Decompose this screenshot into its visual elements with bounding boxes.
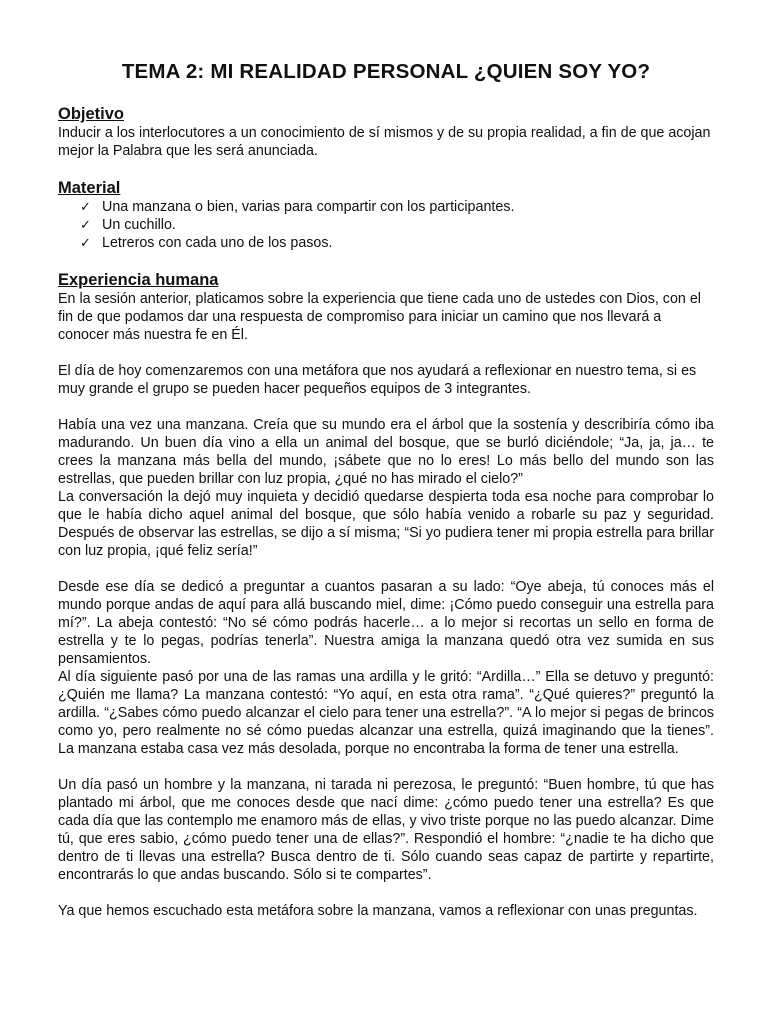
section-heading-experiencia: Experiencia humana [58, 271, 219, 289]
paragraph: Un día pasó un hombre y la manzana, ni tarada ni perezosa, le preguntó: “Buen hombre, tú que has plantado mi árbol, que me conoces desde que nací dime: ¿cómo puedo tener una estrella? Es que cada día que las contemplo me enamoro más de ellas, y vivo triste porque no las puedo alcanzar. Dime tú, que eres sabio, ¿cómo puedo tener una de ellas?”. Respondió el hombre: “¿nadie te ha dicho que dentro de ti llevas una estrella? Busca dentro de ti. Sólo cuando seas capaz de partirte y repartirte, encontrarás lo que andas buscando. Sólo si te compartes”. [58, 777, 714, 883]
section-heading-objetivo: Objetivo [58, 105, 125, 123]
list-item [80, 234, 714, 252]
paragraph: La conversación la dejó muy inquieta y decidió quedarse despierta toda esa noche para comprobar lo que le había dicho aquel animal del bosque, que sólo había venido a robarle su paz y seguridad. Después de observar las estrellas, se dijo a sí misma; “Si yo pudiera tener mi propia estrella para brillar con luz propia, ¡qué feliz sería!” [58, 489, 714, 559]
objetivo-text: Inducir a los interlocutores a un conocimiento de sí mismos y de su propia realidad, a fin de que acojan mejor la Palabra que les será anunciada. [58, 125, 711, 159]
paragraph: Desde ese día se dedicó a preguntar a cuantos pasaran a su lado: “Oye abeja, tú conoces más el mundo porque andas de aquí para allá buscando miel, dime: ¡Cómo puedo conseguir una estrella para mí?”. La abeja contestó: “No sé cómo podrás hacerle… a lo mejor si recortas un sello en forma de estrella y te lo pegas, podrías tenerla”. Nuestra amiga la manzana quedó otra vez sumida en sus pensamientos. [58, 579, 714, 667]
material-item-text: Un cuchillo. [102, 217, 176, 233]
check-icon: ✓ [80, 235, 91, 250]
paragraph: Ya que hemos escuchado esta metáfora sobre la manzana, vamos a reflexionar con unas preguntas. [58, 903, 698, 919]
check-icon: ✓ [80, 199, 91, 214]
paragraph: En la sesión anterior, platicamos sobre la experiencia que tiene cada uno de ustedes con Dios, con el fin de que podamos dar una respuesta de compromiso para iniciar un camino que nos llevará a conocer más nuestra fe en Él. [58, 291, 701, 343]
list-item [80, 198, 714, 216]
material-item-text: Letreros con cada uno de los pasos. [102, 235, 333, 251]
material-list [58, 198, 714, 252]
material-item-text: Una manzana o bien, varias para compartir con los participantes. [102, 199, 515, 215]
paragraph: Al día siguiente pasó por una de las ramas una ardilla y le gritó: “Ardilla…” Ella se detuvo y preguntó: ¿Quién me llama? La manzana contestó: “Yo aquí, en esta otra rama”. “¿Qué quieres?” preguntó la ardilla. “¿Sabes cómo puedo alcanzar el cielo para tener una estrella?”. “A lo mejor si pegas de brincos como yo, pero realmente no sé cómo puedas alcanzar una estrella, quizá imaginando que la tienes”. La manzana estaba casa vez más desolada, porque no encontraba la forma de tener una estrella. [58, 669, 714, 757]
paragraph: El día de hoy comenzaremos con una metáfora que nos ayudará a reflexionar en nuestro tema, si es muy grande el grupo se pueden hacer pequeños equipos de 3 integrantes. [58, 363, 697, 397]
page-title: TEMA 2: MI REALIDAD PERSONAL ¿QUIEN SOY YO? [121, 60, 651, 83]
paragraph: Había una vez una manzana. Creía que su mundo era el árbol que la sostenía y describiría cómo iba madurando. Un buen día vino a ella un animal del bosque, que se burló diciéndole; “Ja, ja, ja… te crees la manzana más bella del mundo, ¡sábete que no lo eres! Lo más bello del mundo son las estrellas, que pueden brillar con luz propia, ¿qué no has mirado el cielo?” [58, 417, 714, 487]
list-item [80, 216, 714, 234]
check-icon: ✓ [80, 217, 91, 232]
section-heading-material: Material [58, 179, 121, 197]
